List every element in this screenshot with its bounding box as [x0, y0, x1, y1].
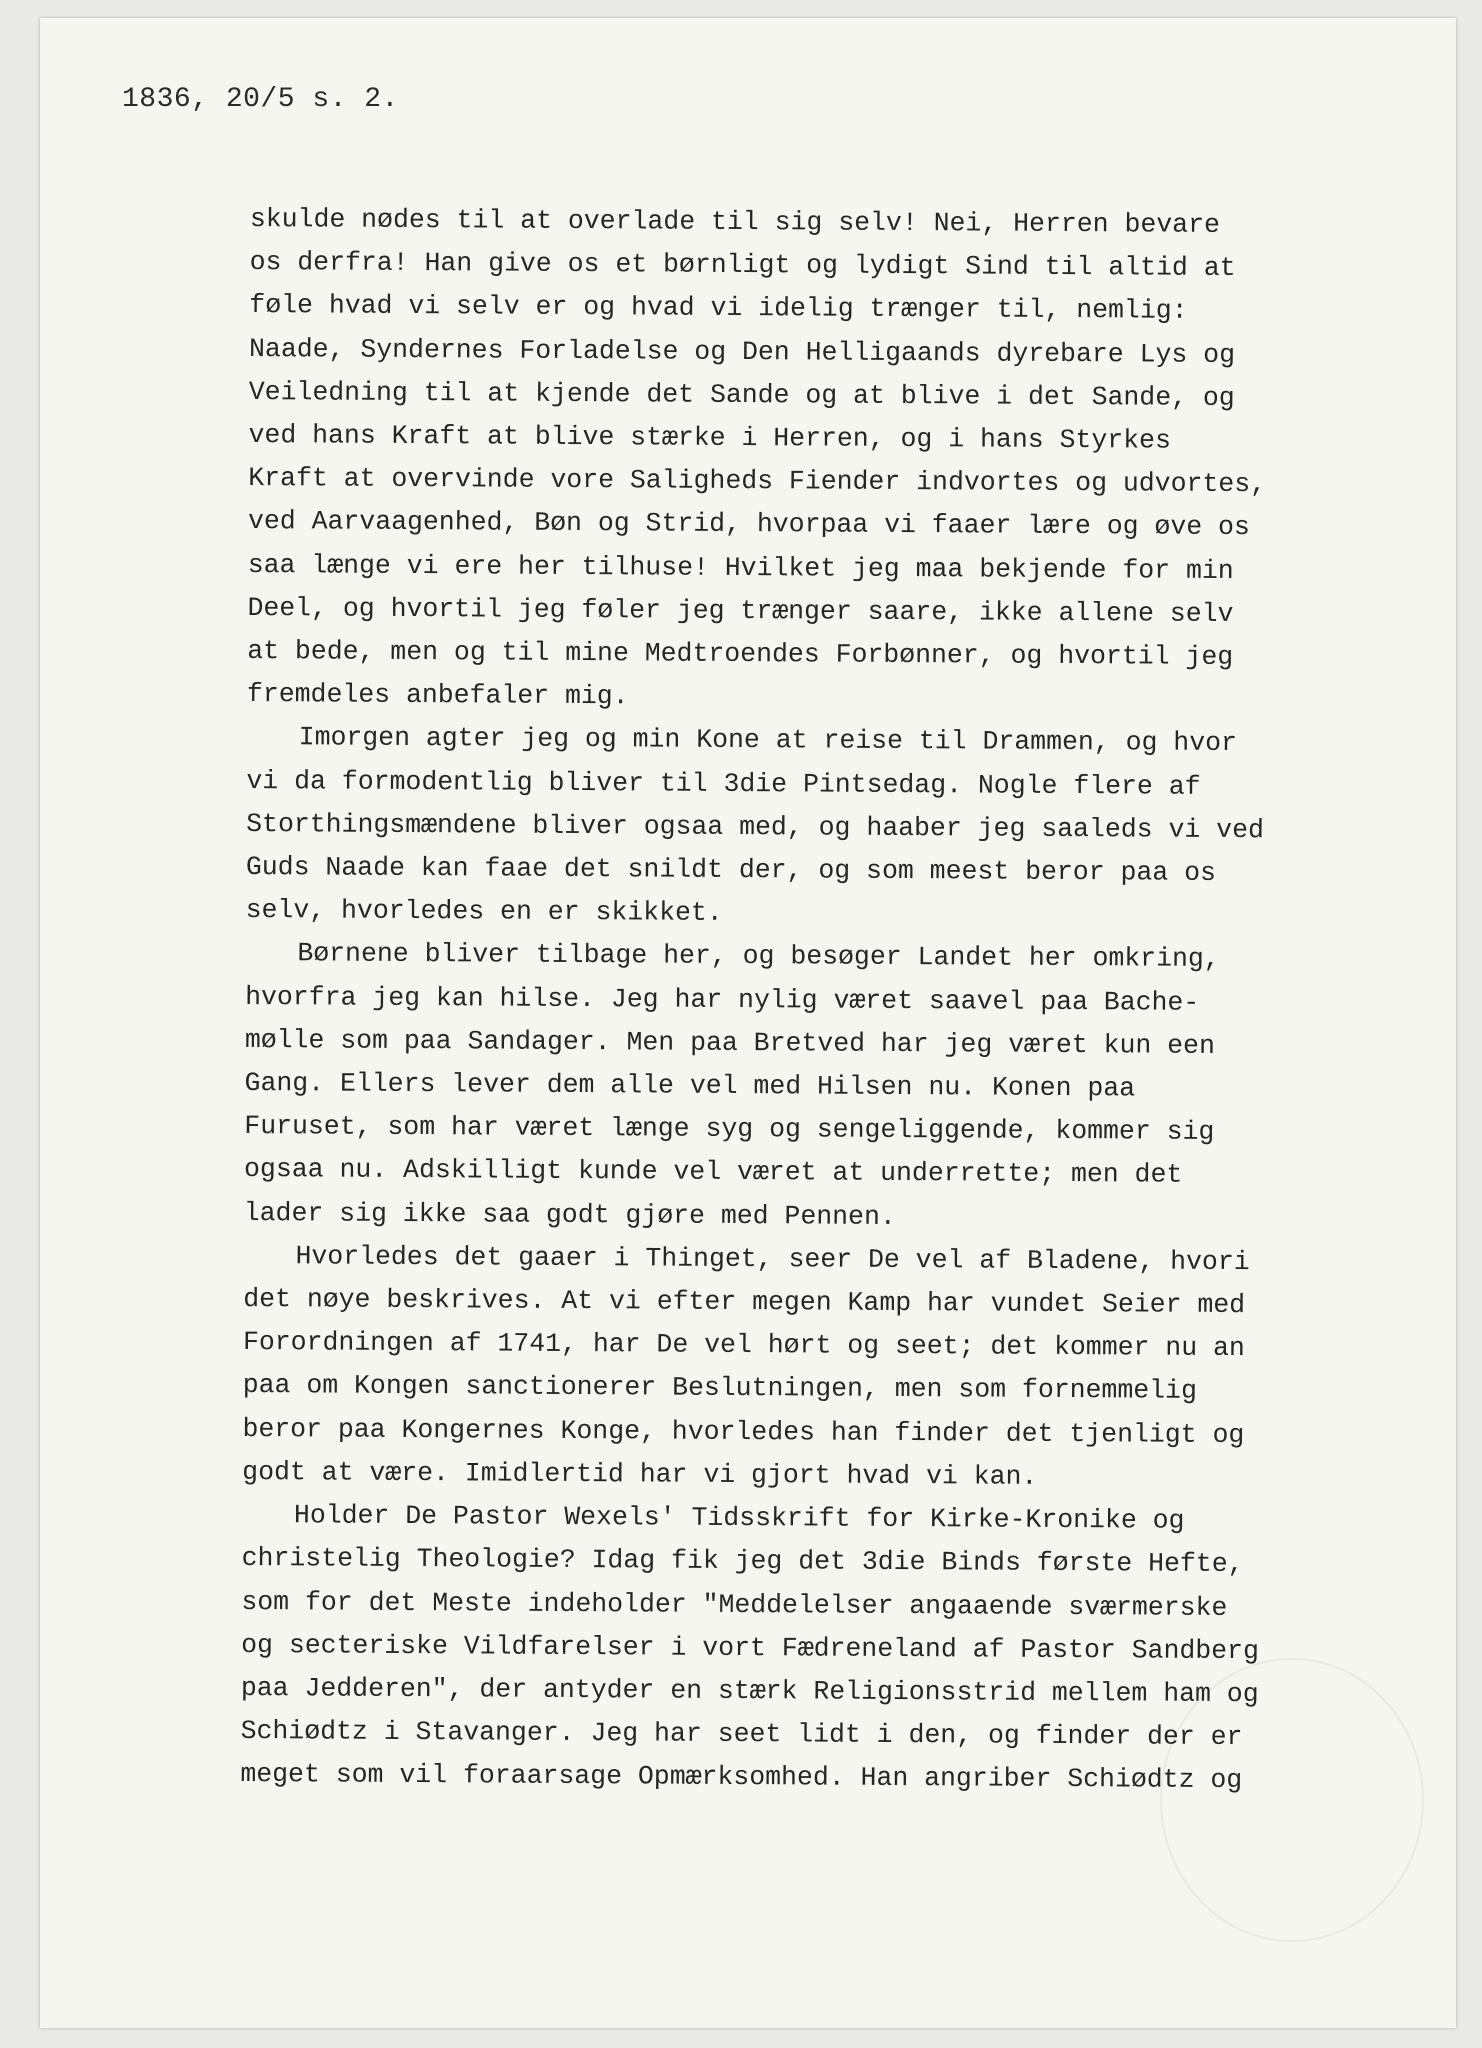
text-line: Børnene bliver tilbage her, og besøger Landet her omkring, [297, 938, 1220, 975]
text-line: Imorgen agter jeg og min Kone at reise til Drammen, og hvor [298, 722, 1238, 759]
text-line: føle hvad vi selv er og hvad vi idelig trænger til, nemlig: [249, 290, 1188, 327]
text-line: os derfra! Han give os et børnligt og lydigt Sind til altid at [249, 247, 1236, 284]
text-line: fremdeles anbefaler mig. [246, 679, 629, 712]
text-line: Veiledning til at kjende det Sande og at blive i det Sande, og [248, 376, 1235, 413]
text-line: Forordningen af 1741, har De vel hørt og seet; det kommer nu an [242, 1327, 1245, 1364]
paragraph [246, 716, 1417, 939]
document-page [40, 18, 1456, 2028]
page-reference: 1836, 20/5 s. 2. [122, 84, 399, 115]
paragraph [247, 198, 1420, 724]
watermark-seal [1160, 1658, 1424, 1942]
text-line: Holder De Pastor Wexels' Tidsskrift for Kirke-Kronike og [293, 1500, 1185, 1536]
text-line: lader sig ikke saa godt gjøre med Pennen. [243, 1197, 896, 1232]
text-line: Kraft at overvinde vore Saligheds Fiender indvortes og udvortes, [248, 463, 1267, 500]
text-line: Deel, og hvortil jeg føler jeg trænger saare, ikke allene selv [247, 592, 1234, 629]
text-line: godt at være. Imidlertid har vi gjort hvad vi kan. [242, 1456, 1038, 1492]
text-line: at bede, men og til mine Medtroendes Forbønner, og hvortil jeg [247, 636, 1234, 673]
text-line: Naade, Syndernes Forladelse og Den Helligaands dyrebare Lys og [248, 333, 1236, 370]
text-line: skulde nødes til at overlade til sig selv! Nei, Herren bevare [249, 203, 1221, 240]
text-line: det nøye beskrives. At vi efter megen Kamp har vundet Seier med [243, 1284, 1246, 1321]
text-line: christelig Theologie? Idag fik jeg det 3die Binds første Hefte, [241, 1543, 1244, 1580]
paragraph [242, 1235, 1414, 1501]
text-line: ogsaa nu. Adskilligt kunde vel været at underrette; men det [243, 1154, 1183, 1191]
text-line: Guds Naade kan faae det snildt der, og som meest beror paa os [245, 852, 1217, 888]
text-line: selv, hvorledes en er skikket. [245, 895, 723, 929]
text-line: Hvorledes det gaaer i Thinget, seer De vel af Bladene, hvori [295, 1241, 1250, 1278]
text-line: paa om Kongen sanctionerer Beslutningen, men som fornemmelig [242, 1370, 1197, 1407]
text-line: Gang. Ellers lever dem alle vel med Hilsen nu. Konen paa [244, 1068, 1136, 1104]
text-line: Schiødtz i Stavanger. Jeg har seet lidt i den, og finder der er [240, 1716, 1243, 1753]
text-line: hvorfra jeg kan hilse. Jeg har nylig været saavel paa Bache- [245, 981, 1200, 1018]
text-line: mølle som paa Sandager. Men paa Bretved har jeg været kun een [244, 1024, 1215, 1061]
text-line: paa Jedderen", der antyder en stærk Religionsstrid mellem ham og [240, 1672, 1259, 1710]
text-line: ved hans Kraft at blive stærke i Herren, og i hans Styrkes [248, 420, 1171, 456]
letter-body [240, 198, 1420, 1804]
text-line: beror paa Kongernes Konge, hvorledes han finder det tjenligt og [242, 1413, 1245, 1450]
text-line: Furuset, som har været længe syg og sengeliggende, kommer sig [244, 1111, 1215, 1148]
text-line: ved Aarvaagenhed, Bøn og Strid, hvorpaa vi faaer lære og øve os [247, 506, 1250, 543]
paragraph [244, 932, 1416, 1242]
text-line: Storthingsmændene bliver ogsaa med, og haaber jeg saaleds vi ved [246, 808, 1265, 846]
text-line: saa længe vi ere her tilhuse! Hvilket jeg maa bekjende for min [247, 549, 1234, 586]
text-line: og secteriske Vildfarelser i vort Fædreneland af Pastor Sandberg [241, 1629, 1260, 1666]
text-line: som for det Meste indeholder "Meddelelser angaaende sværmerske [241, 1586, 1228, 1623]
text-line: meget som vil foraarsage Opmærksomhed. Han angriber Schiødtz og [240, 1759, 1243, 1796]
text-line: vi da formodentlig bliver til 3die Pintsedag. Nogle flere af [246, 765, 1201, 802]
